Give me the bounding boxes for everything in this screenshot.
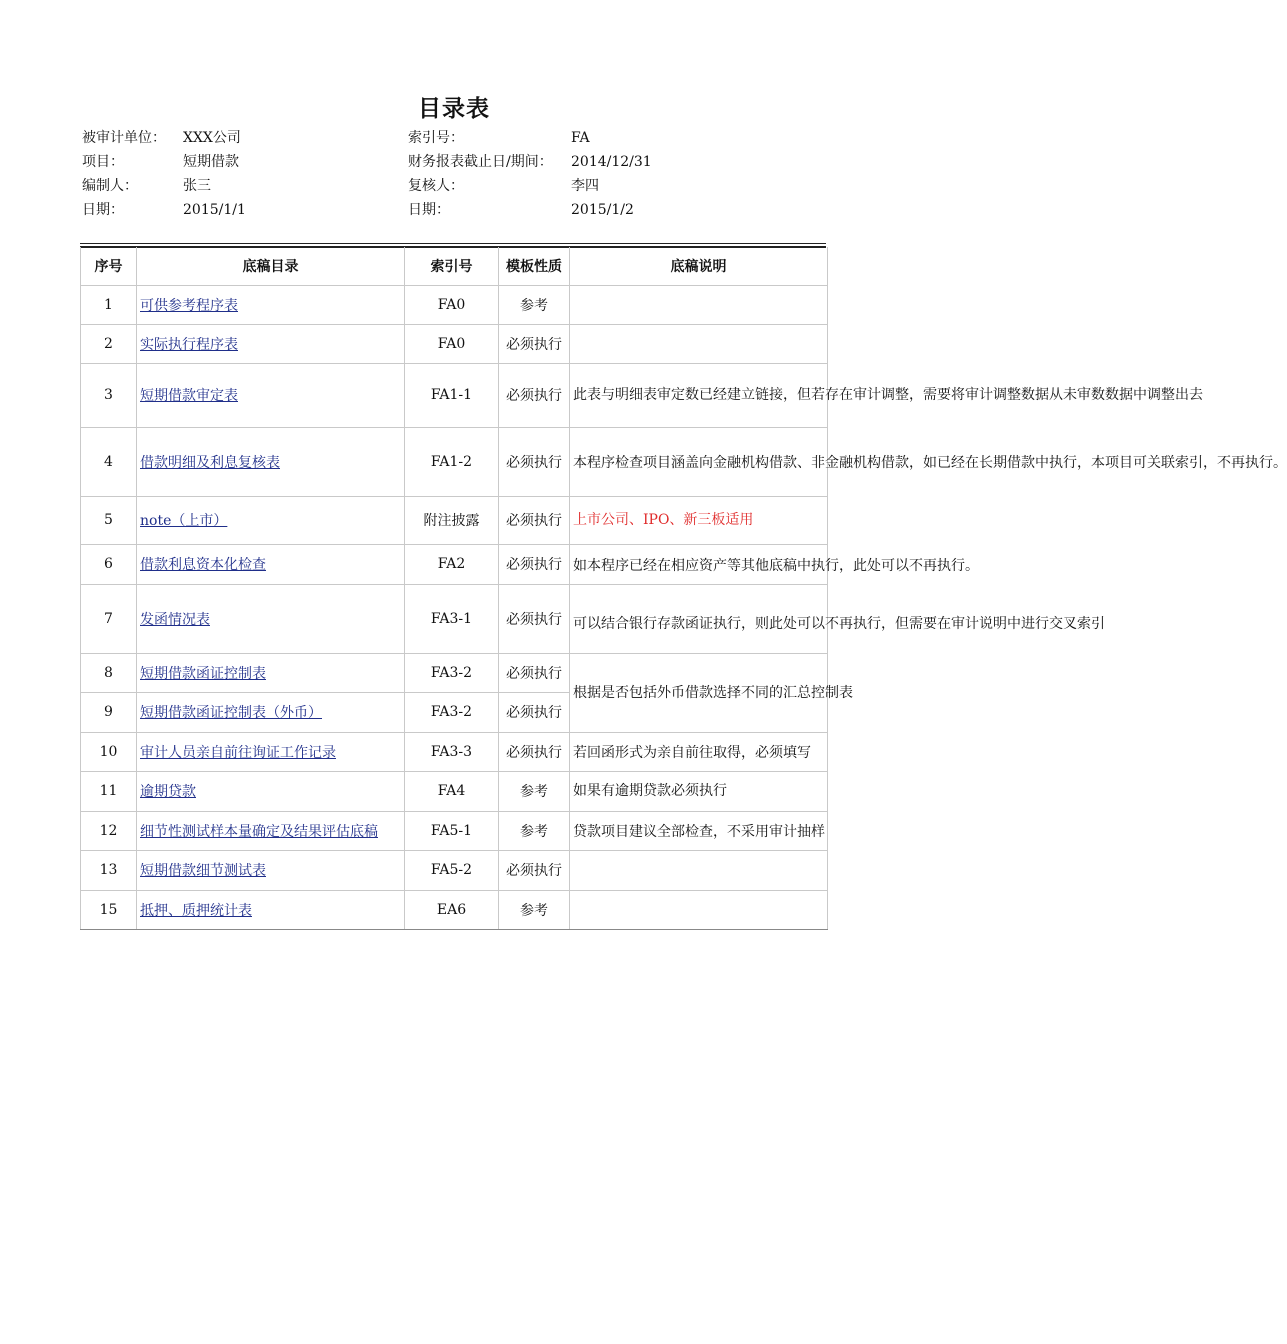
row-name (137, 496, 405, 544)
row-nature: 参考 (499, 285, 570, 324)
row-nature: 必须执行 (499, 427, 570, 496)
prepare-date-value: 2015/1/1 (183, 202, 246, 218)
row-name (137, 324, 405, 363)
table-row (81, 584, 828, 653)
table-row (81, 811, 828, 850)
catalog-table (80, 247, 1287, 930)
row-note: 若回函形式为亲自前往取得，必须填写 (570, 732, 828, 771)
row-no: 3 (81, 363, 137, 427)
header-index: 索引号 (405, 247, 499, 285)
row-nature: 必须执行 (499, 496, 570, 544)
reviewer-label: 复核人： (408, 178, 464, 194)
row-no: 4 (81, 427, 137, 496)
header-nature: 模板性质 (499, 247, 570, 285)
row-nature: 必须执行 (499, 732, 570, 771)
row-link[interactable]: 短期借款审定表 (140, 388, 238, 404)
header-note: 底稿说明 (570, 247, 828, 285)
row-index: 附注披露 (405, 496, 499, 544)
table-row (81, 850, 828, 890)
row-no: 6 (81, 544, 137, 584)
row-index: FA1-2 (405, 427, 499, 496)
index-number-label: 索引号： (408, 130, 464, 146)
project-label: 项目： (82, 154, 124, 170)
page-title: 目录表 (418, 96, 490, 122)
project-value: 短期借款 (183, 154, 239, 170)
row-link[interactable]: 借款利息资本化检查 (140, 557, 266, 573)
row-no: 2 (81, 324, 137, 363)
row-link[interactable]: 短期借款函证控制表（外币） (140, 705, 322, 721)
report-period-label: 财务报表截止日/期间： (408, 154, 553, 170)
row-index: FA2 (405, 544, 499, 584)
row-nature: 必须执行 (499, 653, 570, 692)
row-link[interactable]: 借款明细及利息复核表 (140, 454, 280, 471)
table-row (81, 653, 828, 692)
row-no: 10 (81, 732, 137, 771)
row-name (137, 427, 405, 496)
row-nature: 必须执行 (499, 850, 570, 890)
row-nature: 必须执行 (499, 692, 570, 732)
header-name: 底稿目录 (137, 247, 405, 285)
row-name (137, 850, 405, 890)
row-note: 此表与明细表审定数已经建立链接，但若存在审计调整，需要将审计调整数据从未审数数据中调整出去 (570, 363, 828, 427)
row-nature: 必须执行 (499, 363, 570, 427)
row-link[interactable]: note（上市） (140, 513, 228, 529)
row-note (570, 890, 828, 929)
table-row (81, 324, 828, 363)
row-name (137, 544, 405, 584)
row-index: FA1-1 (405, 363, 499, 427)
row-link[interactable]: 逾期贷款 (140, 784, 196, 800)
row-no: 11 (81, 771, 137, 811)
row-name (137, 285, 405, 324)
prepare-date-label: 日期： (82, 202, 124, 218)
row-note (570, 324, 828, 363)
audited-unit-value: XXX公司 (183, 130, 241, 146)
row-no: 12 (81, 811, 137, 850)
row-link[interactable]: 发函情况表 (140, 611, 210, 628)
row-link[interactable]: 短期借款函证控制表 (140, 665, 266, 682)
row-index: FA5-2 (405, 850, 499, 890)
row-link[interactable]: 可供参考程序表 (140, 297, 238, 314)
table-row (81, 771, 828, 811)
row-nature: 必须执行 (499, 584, 570, 653)
row-link[interactable]: 审计人员亲自前往询证工作记录 (140, 744, 336, 761)
row-no: 8 (81, 653, 137, 692)
row-name (137, 771, 405, 811)
row-link[interactable]: 短期借款细节测试表 (140, 863, 266, 879)
row-note: 根据是否包括外币借款选择不同的汇总控制表 (570, 653, 828, 732)
preparer-value: 张三 (183, 178, 211, 194)
row-index: FA4 (405, 771, 499, 811)
row-name (137, 584, 405, 653)
row-link[interactable]: 实际执行程序表 (140, 336, 238, 353)
row-index: FA3-2 (405, 653, 499, 692)
row-note: 如果有逾期贷款必须执行 (570, 771, 828, 811)
row-note: 可以结合银行存款函证执行，则此处可以不再执行，但需要在审计说明中进行交叉索引 (570, 584, 828, 653)
row-index: FA5-1 (405, 811, 499, 850)
table-row (81, 496, 828, 544)
row-index: FA3-2 (405, 692, 499, 732)
row-index: EA6 (405, 890, 499, 929)
row-no: 7 (81, 584, 137, 653)
row-note: 本程序检查项目涵盖向金融机构借款、非金融机构借款，如已经在长期借款中执行，本项目可关联索引，不再执行。 (570, 427, 828, 496)
reviewer-value: 李四 (571, 178, 599, 194)
header-no: 序号 (81, 247, 137, 285)
row-index: FA0 (405, 285, 499, 324)
row-note: 上市公司、IPO、新三板适用 (570, 496, 828, 544)
table-row (81, 732, 828, 771)
row-name (137, 653, 405, 692)
row-name (137, 732, 405, 771)
row-index: FA3-1 (405, 584, 499, 653)
row-note: 如本程序已经在相应资产等其他底稿中执行，此处可以不再执行。 (570, 544, 828, 584)
row-nature: 参考 (499, 771, 570, 811)
table-row (81, 285, 828, 324)
row-nature: 必须执行 (499, 544, 570, 584)
row-no: 5 (81, 496, 137, 544)
row-link[interactable]: 抵押、质押统计表 (140, 902, 252, 919)
row-no: 1 (81, 285, 137, 324)
table-row (81, 890, 828, 929)
row-no: 15 (81, 890, 137, 929)
row-index: FA3-3 (405, 732, 499, 771)
row-name (137, 811, 405, 850)
report-period-value: 2014/12/31 (571, 154, 652, 170)
row-name (137, 363, 405, 427)
row-name (137, 692, 405, 732)
row-note: 贷款项目建议全部检查，不采用审计抽样 (570, 811, 828, 850)
row-name (137, 890, 405, 929)
audited-unit-label: 被审计单位： (82, 130, 166, 146)
review-date-value: 2015/1/2 (571, 202, 634, 218)
row-link[interactable]: 细节性测试样本量确定及结果评估底稿 (140, 823, 378, 840)
row-index: FA0 (405, 324, 499, 363)
header-rule-thin (80, 243, 826, 244)
index-number-value: FA (571, 130, 590, 146)
preparer-label: 编制人： (82, 178, 138, 194)
row-note (570, 285, 828, 324)
row-no: 13 (81, 850, 137, 890)
table-row (81, 363, 828, 427)
table-row (81, 544, 828, 584)
review-date-label: 日期： (408, 202, 450, 218)
table-row (81, 427, 828, 496)
row-no: 9 (81, 692, 137, 732)
table-header-row (81, 247, 828, 285)
row-nature: 必须执行 (499, 324, 570, 363)
row-nature: 参考 (499, 890, 570, 929)
row-note (570, 850, 828, 890)
row-nature: 参考 (499, 811, 570, 850)
